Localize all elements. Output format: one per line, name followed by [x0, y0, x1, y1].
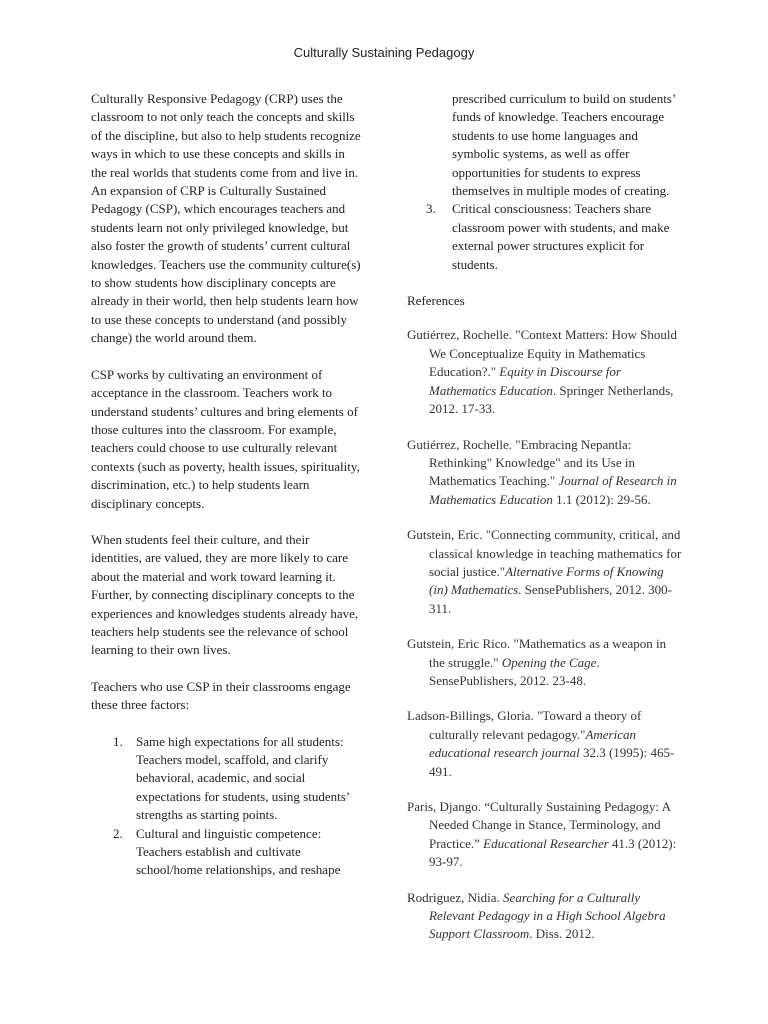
reference-details: . Springer Netherlands, 2012. 17-33.	[429, 382, 674, 417]
left-column	[91, 90, 363, 898]
factors-list	[91, 733, 363, 880]
reference-text: Gutiérrez, Rochelle. "Embracing Nepantla: Rethinking" Knowledge" and its Use in Mathematics Teaching."	[407, 436, 635, 489]
reference-source: Searching for a Culturally Relevant Pedagogy in a High School Algebra Support Classroom	[429, 889, 666, 942]
reference-details: . SensePublishers, 2012. 23-48.	[429, 654, 600, 688]
reference-entry	[407, 436, 682, 510]
right-column	[407, 90, 682, 961]
factors-list-continued	[407, 200, 682, 274]
paragraph-crp-intro: Culturally Responsive Pedagogy (CRP) uses the classroom to not only teach the concepts and skills of the discipline, but also to help students recognize ways in which to use these concepts and skills in the real worlds that students come from and live in. An expansion of CRP is Culturally Sustained Pedagogy (CSP), which encourages teachers and students learn not only privileged knowledge, but also foster the growth of students’ current cultural knowledges. Teachers use the community culture(s) to show students how disciplinary concepts are already in their world, then help students learn how to use these concepts to understand (and possibly change) the world around them.	[91, 91, 361, 346]
reference-details: 41.3 (2012): 93-97.	[429, 835, 677, 870]
list-item-number: 1.	[113, 733, 123, 749]
reference-source: Alternative Forms of Knowing (in) Mathematics	[429, 563, 664, 598]
list-item-text: Same high expectations for all students: Teachers model, scaffold, and clarify behavioral, academic, and social expectations for students, using students’ strengths as starting points.	[136, 733, 350, 823]
reference-entry	[407, 798, 682, 872]
list-item-number: 3.	[426, 201, 436, 217]
list-item-number: 2.	[113, 825, 123, 841]
reference-source: Journal of Research in Mathematics Education	[429, 473, 677, 507]
reference-text: Gutstein, Eric. "Connecting community, critical, and classical knowledge in teaching mathematics for social justice."	[407, 527, 682, 579]
reference-text: Ladson-Billings, Gloria. "Toward a theory of culturally relevant pedagogy."	[407, 708, 642, 742]
paragraph-students-feel: When students feel their culture, and their identities, are valued, they are more likely to care about the material and work toward learning it. Further, by connecting disciplinary concepts to the experiences and knowledges students already have, teachers help students see the relevance of school learning to their own lives.	[91, 531, 359, 658]
reference-entry	[407, 526, 682, 618]
list-item	[91, 733, 363, 825]
list-item-text: Critical consciousness: Teachers share classroom power with students, and make external power structures explicit for students.	[452, 201, 670, 272]
list-item-continuation: prescribed curriculum to build on students’ funds of knowledge. Teachers encourage students to use home languages and symbolic systems, as well as offer opportunities for students to express themselves in multiple modes of creating.	[452, 91, 676, 199]
references-heading: References	[407, 293, 465, 309]
paragraph-three-factors-intro: Teachers who use CSP in their classrooms engage these three factors:	[91, 678, 351, 713]
reference-source: American educational research journal	[429, 726, 636, 761]
reference-details: 1.1 (2012): 29-56.	[552, 491, 651, 507]
reference-source: Equity in Discourse for Mathematics Education	[429, 364, 621, 398]
list-item	[91, 825, 363, 880]
reference-text: Paris, Django. “Culturally Sustaining Pedagogy: A Needed Change in Stance, Terminology, and Practice.”	[407, 799, 671, 851]
reference-text: Rodriguez, Nidia.	[407, 889, 504, 905]
reference-entry	[407, 707, 682, 781]
list-item	[407, 200, 682, 274]
reference-details: 32.3 (1995): 465-491.	[429, 745, 675, 779]
reference-entry	[407, 635, 682, 690]
reference-text: Gutiérrez, Rochelle. "Context Matters: How Should We Conceptualize Equity in Mathematics Education?."	[407, 327, 677, 380]
page-title: Culturally Sustaining Pedagogy	[293, 45, 475, 60]
reference-text: Gutstein, Eric Rico. "Mathematics as a weapon in the struggle."	[407, 636, 667, 670]
reference-details: . Diss. 2012.	[529, 926, 595, 942]
reference-source: Opening the Cage	[501, 654, 597, 670]
list-item-text: Cultural and linguistic competence: Teachers establish and cultivate school/home relationships, and reshape	[136, 825, 341, 878]
reference-source: Educational Researcher	[483, 835, 609, 851]
reference-details: . SensePublishers, 2012. 300-311.	[429, 582, 673, 616]
reference-entry	[407, 889, 682, 944]
reference-entry	[407, 326, 682, 418]
paragraph-csp-works: CSP works by cultivating an environment of acceptance in the classroom. Teachers work to understand students’ cultures and bring elements of those cultures into the classroom. For example, teachers could choose to use culturally relevant contexts (such as poverty, health issues, spirituality, discrimination, etc.) to help students learn disciplinary concepts.	[91, 366, 360, 511]
